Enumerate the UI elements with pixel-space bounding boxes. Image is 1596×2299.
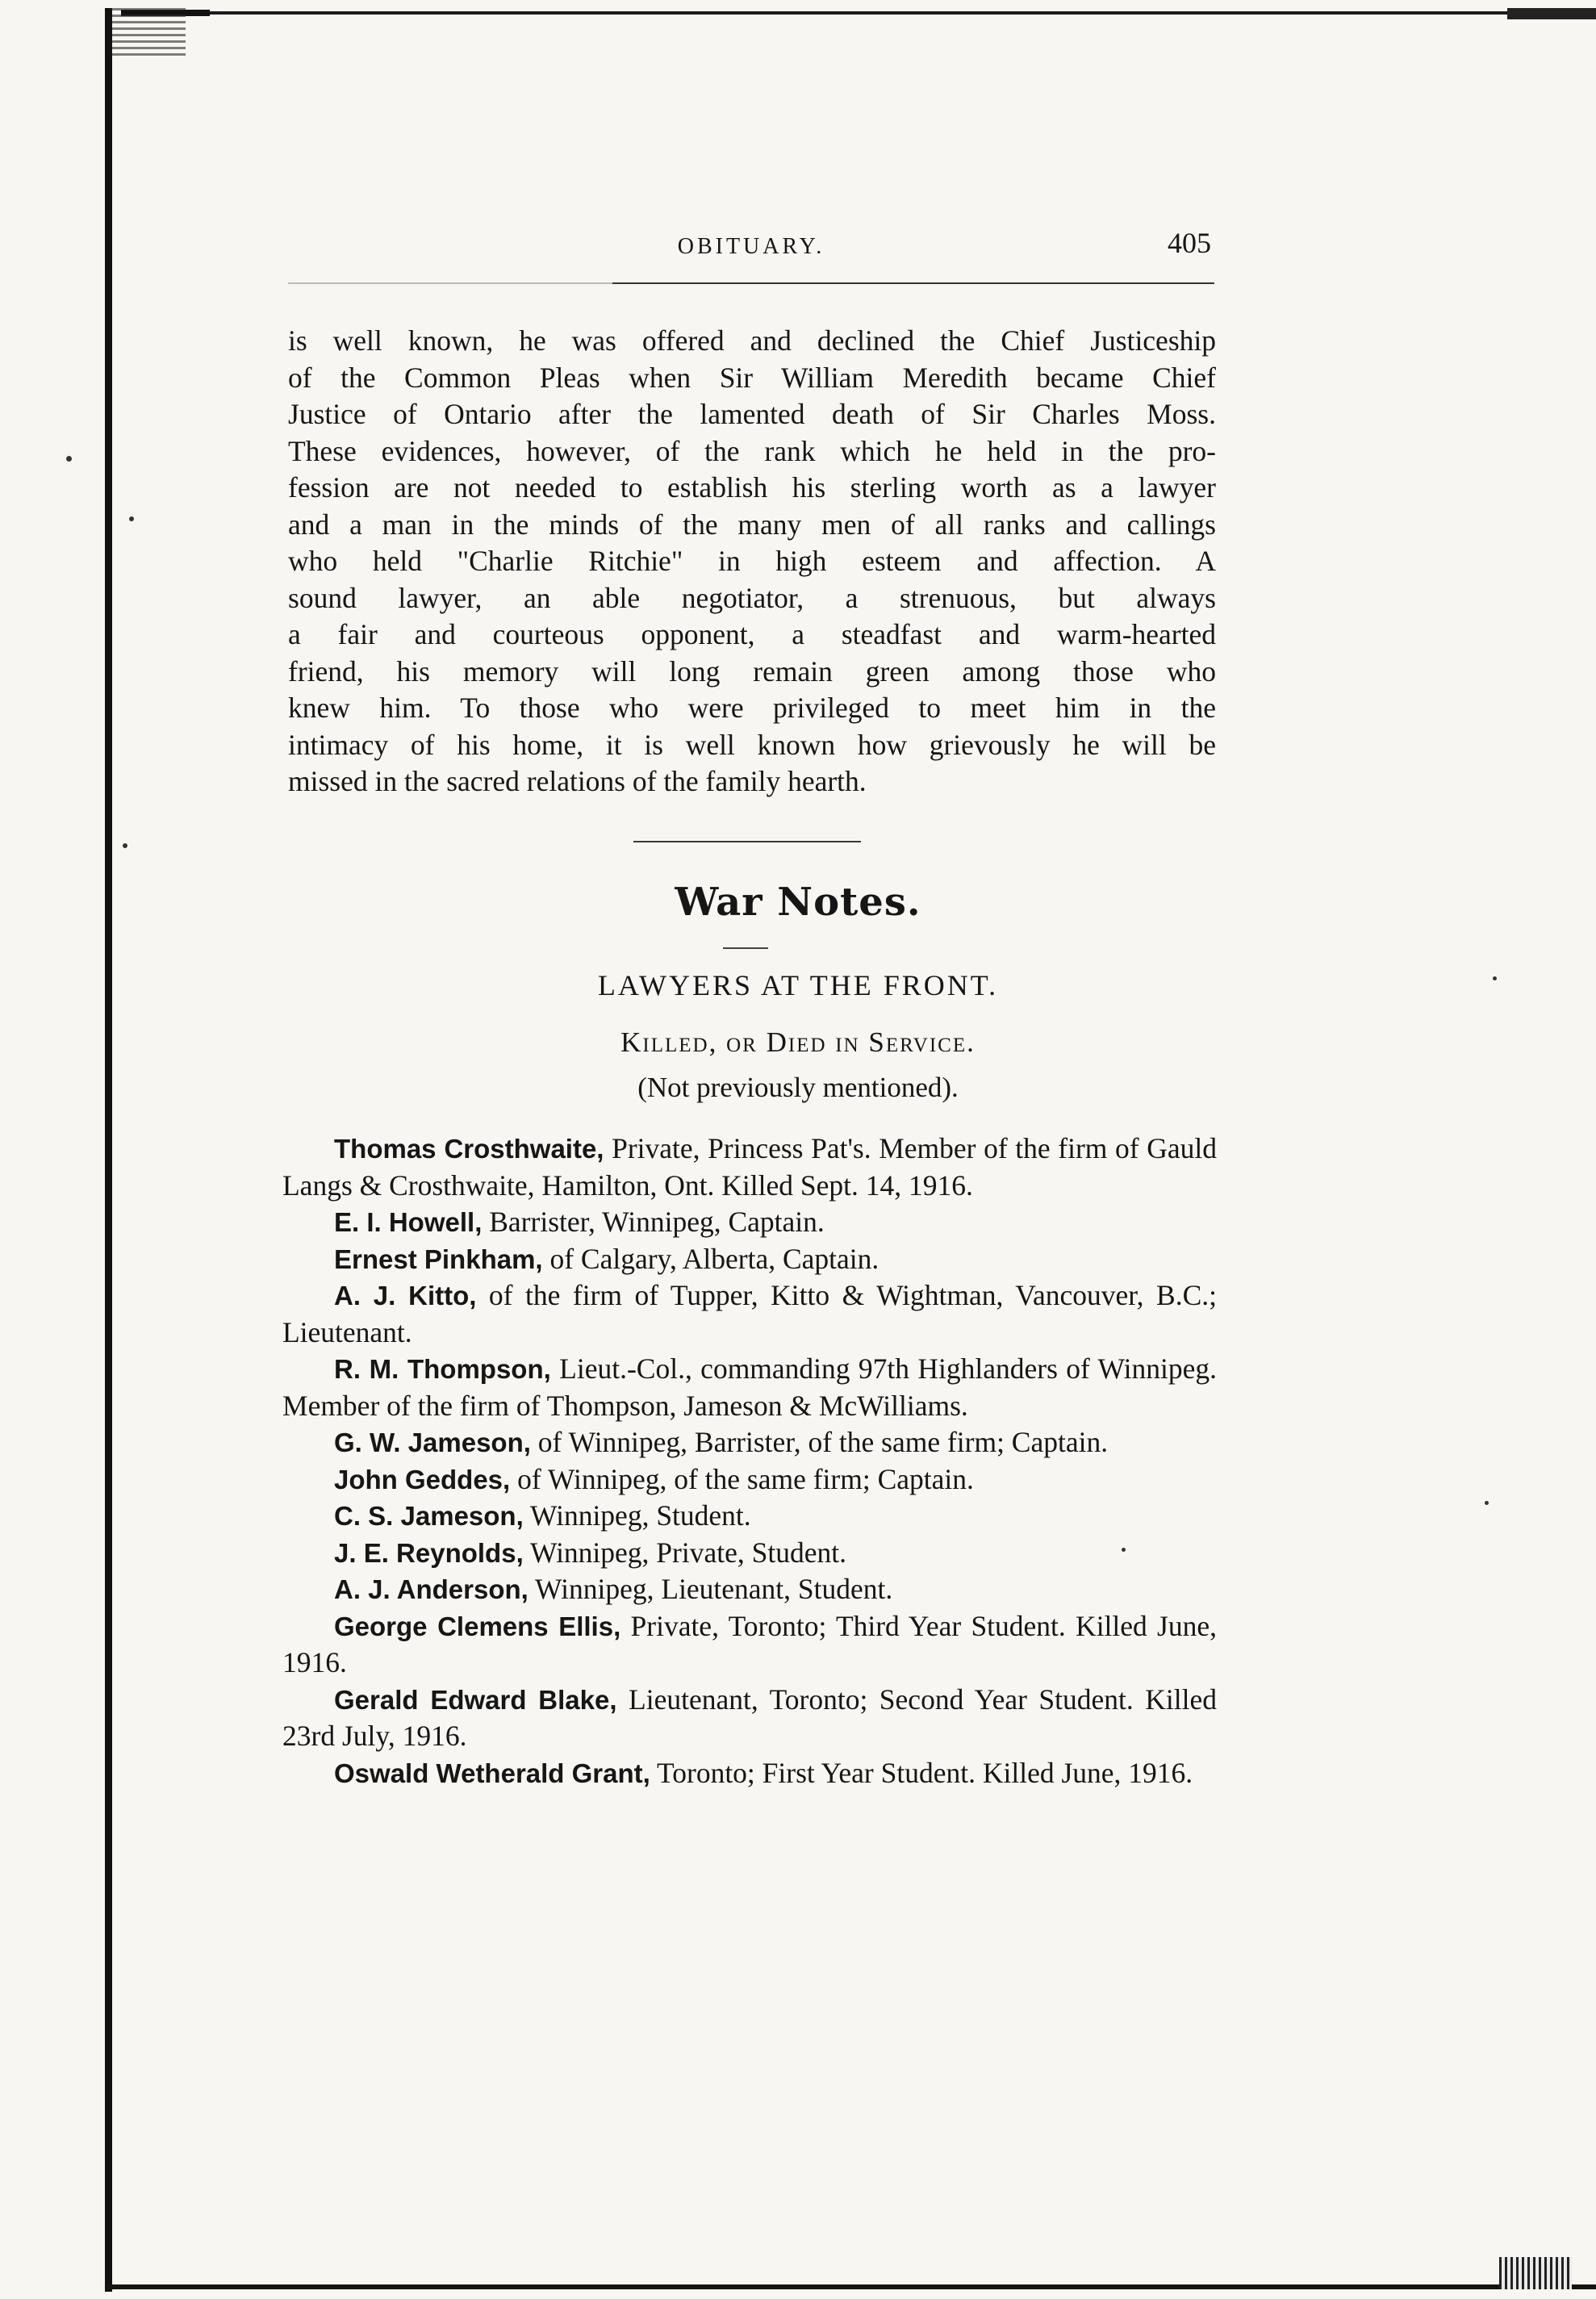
scan-speck — [123, 843, 127, 848]
casualty-name: E. I. Howell, — [334, 1207, 483, 1237]
casualty-entry — [282, 1535, 1217, 1572]
section-title: War Notes. — [675, 880, 921, 925]
section-subsubtitle: Killed, or Died in Service. — [620, 1026, 976, 1058]
casualty-details: Toronto; First Year Student. Killed June, 1916. — [650, 1756, 1193, 1789]
casualty-entry — [282, 1424, 1217, 1461]
scan-edge-top-right — [1507, 8, 1596, 19]
paragraph-line: sound lawyer, an able negotiator, a strenuous, but always — [288, 581, 1216, 614]
section-note: (Not previously mentioned). — [637, 1072, 959, 1103]
casualty-details: of Winnipeg, of the same firm; Captain. — [510, 1462, 974, 1495]
casualty-details: Private, Princess Pat's. Member of the firm of Gauld Langs & Crosthwaite, Hamilton, Ont. Killed Sept. 14, 1916. — [282, 1132, 1217, 1202]
casualty-entry — [282, 1608, 1217, 1682]
scan-edge-bottom-right — [1499, 2257, 1572, 2289]
casualty-details: of Calgary, Alberta, Captain. — [542, 1242, 879, 1275]
paragraph-line: These evidences, however, of the rank which he held in the pro- — [288, 434, 1216, 467]
casualty-entry — [282, 1277, 1217, 1351]
paragraph-line: knew him. To those who were privileged to meet him in the — [288, 692, 1216, 724]
paragraph-line: fession are not needed to establish his sterling worth as a lawyer — [288, 471, 1216, 504]
casualty-details: of Winnipeg, Barrister, of the same firm; Captain. — [530, 1426, 1109, 1458]
scan-edge-bottom — [105, 2284, 1596, 2289]
paragraph-line: Justice of Ontario after the lamented death of Sir Charles Moss. — [288, 398, 1216, 430]
casualty-details: Private, Toronto; Third Year Student. Killed June, 1916. — [282, 1609, 1217, 1678]
casualty-name: J. E. Reynolds, — [334, 1537, 524, 1568]
scan-edge-corner — [105, 8, 186, 56]
running-head: OBITUARY. — [677, 234, 825, 259]
casualty-details: Lieutenant, Toronto; Second Year Student. Killed 23rd July, 1916. — [282, 1682, 1217, 1752]
paragraph-line: who held "Charlie Ritchie" in high esteem and affection. A — [288, 545, 1216, 577]
casualty-details: Winnipeg, Student. — [523, 1499, 751, 1532]
casualty-details: Winnipeg, Private, Student. — [523, 1536, 846, 1569]
paragraph-line: a fair and courteous opponent, a steadfast and warm-hearted — [288, 618, 1216, 650]
scan-edge-top — [121, 11, 1596, 15]
casualty-name: Gerald Edward Blake, — [334, 1684, 617, 1715]
casualty-name: George Clemens Ellis, — [334, 1611, 621, 1641]
casualty-details: Winnipeg, Lieutenant, Student. — [528, 1573, 893, 1605]
scan-speck — [1485, 1501, 1489, 1505]
header-rule — [288, 282, 1214, 284]
casualty-name: R. M. Thompson, — [334, 1354, 551, 1384]
section-divider — [633, 841, 861, 842]
scan-speck — [66, 456, 72, 462]
casualty-name: C. S. Jameson, — [334, 1501, 524, 1531]
casualty-name: A. J. Kitto, — [334, 1281, 477, 1310]
casualty-entry — [282, 1131, 1217, 1204]
casualty-entry — [282, 1351, 1217, 1424]
scan-speck — [129, 516, 134, 521]
casualty-details: of the firm of Tupper, Kitto & Wightman, Vancouver, B.C.; Lieutenant. — [282, 1279, 1217, 1348]
casualty-entry — [282, 1461, 1217, 1499]
casualty-entry — [282, 1498, 1217, 1535]
casualty-entry — [282, 1241, 1217, 1278]
paragraph-line: missed in the sacred relations of the family hearth. — [288, 765, 867, 797]
obituary-paragraph — [288, 323, 1216, 800]
casualty-entry — [282, 1204, 1217, 1241]
casualty-name: Oswald Wetherald Grant, — [334, 1758, 650, 1788]
casualty-name: A. J. Anderson, — [334, 1574, 529, 1604]
paragraph-line: intimacy of his home, it is well known how grievously he will be — [288, 728, 1216, 761]
paragraph-line: of the Common Pleas when Sir William Meredith became Chief — [288, 361, 1216, 394]
casualty-details: Barrister, Winnipeg, Captain. — [482, 1206, 825, 1238]
title-underline — [723, 947, 768, 949]
paragraph-line: is well known, he was offered and declined the Chief Justiceship — [288, 324, 1216, 357]
casualty-name: Thomas Crosthwaite, — [334, 1134, 604, 1164]
casualty-entry — [282, 1682, 1217, 1755]
paragraph-line: friend, his memory will long remain green among those who — [288, 654, 1216, 688]
casualty-name: Ernest Pinkham, — [334, 1244, 543, 1274]
casualty-list — [282, 1131, 1217, 1791]
scan-edge-left — [105, 8, 112, 2292]
casualty-name: John Geddes, — [334, 1464, 511, 1494]
paragraph-line: and a man in the minds of the many men of all ranks and callings — [288, 508, 1216, 541]
page-header — [288, 226, 1214, 274]
casualty-details: Lieut.-Col., commanding 97th Highlanders of Winnipeg. Member of the firm of Thompson, Jameson & McWilliams. — [282, 1352, 1217, 1422]
casualty-name: G. W. Jameson, — [334, 1427, 531, 1457]
casualty-entry — [282, 1571, 1217, 1608]
casualty-entry — [282, 1755, 1217, 1792]
section-subtitle: LAWYERS AT THE FRONT. — [597, 969, 999, 1001]
page-number: 405 — [1168, 227, 1211, 259]
